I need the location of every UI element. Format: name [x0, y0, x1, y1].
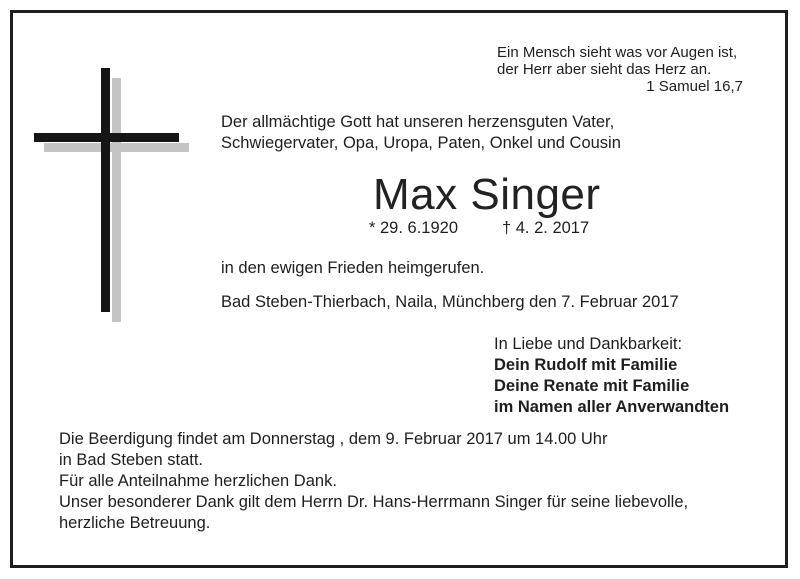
mourners-block — [494, 334, 729, 418]
place-date: Bad Steben-Thierbach, Naila, Münchberg den 7. Februar 2017 — [221, 293, 679, 311]
mourner-name: Deine Renate mit Familie — [494, 377, 690, 395]
funeral-line-1: Die Beerdigung findet am Donnerstag , dem 9. Februar 2017 um 14.00 Uhr — [59, 430, 608, 448]
verse-line-1: Ein Mensch sieht was vor Augen ist, — [497, 44, 738, 61]
funeral-line-2: in Bad Steben statt. — [59, 451, 204, 469]
mourner-name: Dein Rudolf mit Familie — [494, 356, 678, 374]
deceased-name: Max Singer — [373, 170, 601, 219]
mourners-intro: In Liebe und Dankbarkeit: — [494, 335, 683, 353]
intro-line-1: Der allmächtige Gott hat unseren herzensguten Vater, — [221, 113, 615, 131]
peace-text: in den ewigen Frieden heimgerufen. — [221, 259, 485, 277]
cross-shadow-horizontal — [44, 143, 189, 152]
special-thanks-line-1: Unser besonderer Dank gilt dem Herrn Dr. Hans-Herrmann Singer für seine liebevolle, — [59, 493, 689, 511]
mourner-name: im Namen aller Anverwandten — [494, 398, 730, 416]
cross-shadow-vertical — [112, 78, 121, 322]
birth-date: * 29. 6.1920 — [369, 219, 458, 237]
death-date: † 4. 2. 2017 — [502, 219, 590, 237]
bible-verse — [497, 44, 743, 95]
cross-horizontal-bar — [34, 133, 179, 142]
intro-text — [221, 112, 621, 154]
cross-vertical-bar — [101, 68, 110, 312]
special-thanks-line-2: herzliche Betreuung. — [59, 514, 211, 532]
funeral-info — [59, 429, 688, 534]
intro-line-2: Schwiegervater, Opa, Uropa, Paten, Onkel und Cousin — [221, 134, 621, 152]
verse-line-2: der Herr aber sieht das Herz an. — [497, 61, 712, 78]
thanks-line: Für alle Anteilnahme herzlichen Dank. — [59, 472, 337, 490]
verse-reference: 1 Samuel 16,7 — [646, 78, 743, 95]
